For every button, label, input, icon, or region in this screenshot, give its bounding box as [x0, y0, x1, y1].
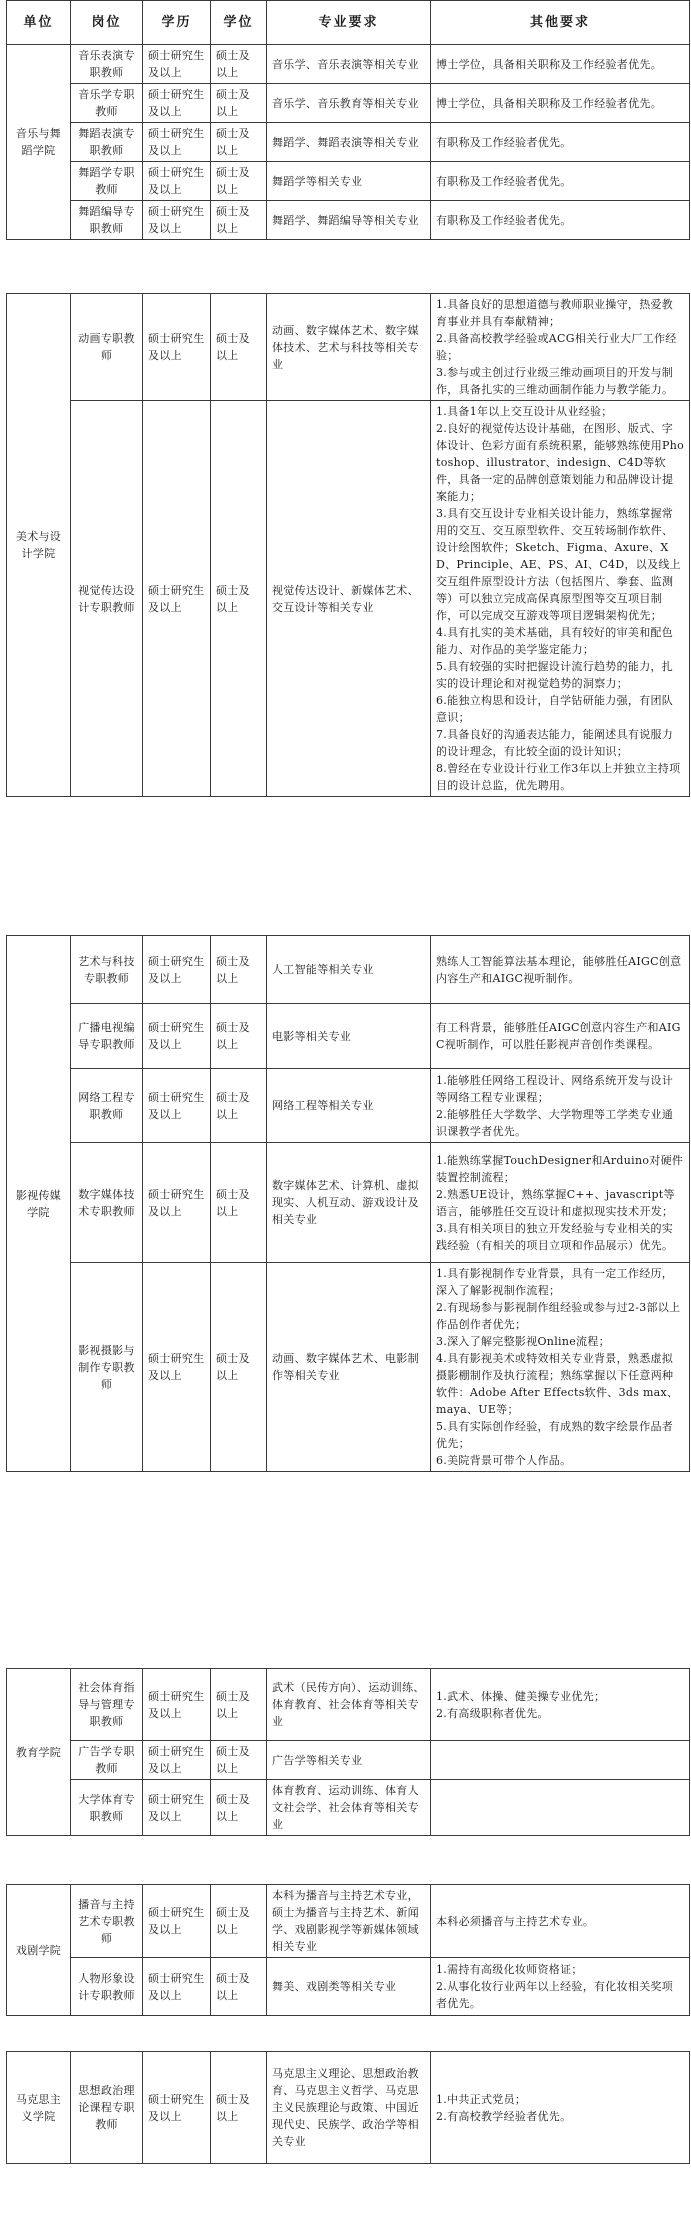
education-cell: 硕士研究生及以上: [143, 1669, 211, 1741]
requirement-line: 3.具有相关项目的独立开发经验与专业相关的实践经验（有相关的项目立项和作品展示）优先。: [436, 1221, 674, 1252]
requirement-line: 3.具有交互设计专业相关设计能力，熟练掌握常用的交互、交互原型软件、交互转场制作软件、设计绘图软件；Sketch、Figma、Axure、XD、Principle、AE、PS、AI、C4D，以及线上交互组件原型设计方法（包括图片、拳套、监测等）可以独立完成高保真原型图等交互项目制作，可以完成交互游戏等项目逻辑架构优先；: [436, 507, 681, 622]
degree-cell: 硕士及以上: [211, 1958, 267, 2016]
education-cell: 硕士研究生及以上: [143, 1885, 211, 1958]
degree-cell: 硕士及以上: [211, 401, 267, 797]
requirement-line: 2.良好的视觉传达设计基础，在图形、版式、字体设计、色彩方面有系统积累，能够熟练使用Photoshop、illustrator、indesign、C4D等软件，具备一定的品牌创意策划能力和品牌设计提案能力；: [436, 422, 685, 503]
unit-cell: 美术与设计学院: [7, 294, 71, 797]
major-requirement-cell: 马克思主义理论、思想政治教育、马克思主义哲学、马克思主义民族理论与政策、中国近现代史、民族学、政治学等相关专业: [267, 2052, 431, 2164]
table-row: [7, 201, 690, 240]
section-table: [6, 2051, 690, 2164]
requirement-line: 本科必须播音与主持艺术专业。: [436, 1914, 595, 1928]
requirement-line: 2.有高校教学经验者优先。: [436, 2109, 572, 2123]
education-cell: 硕士研究生及以上: [143, 936, 211, 1004]
degree-cell: 硕士及以上: [211, 1004, 267, 1069]
requirement-line: 4.具有扎实的美术基础，具有较好的审美和配色能力、对作品的美学鉴定能力；: [436, 626, 674, 656]
education-cell: 硕士研究生及以上: [143, 1958, 211, 2016]
education-cell: 硕士研究生及以上: [143, 1780, 211, 1836]
unit-cell: 影视传媒学院: [7, 936, 71, 1472]
other-requirement-cell: [431, 123, 690, 162]
header-row: [7, 1, 690, 45]
position-cell: 视觉传达设计专职教师: [71, 401, 143, 797]
table-row: [7, 401, 690, 797]
requirement-line: 1.具备1年以上交互设计从业经验；: [436, 405, 613, 418]
requirement-line: 5.具有较强的实时把握设计流行趋势的能力，扎实的设计理论和对视觉趋势的洞察力；: [436, 660, 674, 690]
major-requirement-cell: 舞蹈学、舞蹈表演等相关专业: [267, 123, 431, 162]
requirement-line: 博士学位，具备相关职称及工作经验者优先。: [436, 57, 662, 71]
requirement-line: 有职称及工作经验者优先。: [436, 174, 572, 188]
position-cell: 影视摄影与制作专职教师: [71, 1263, 143, 1472]
major-requirement-cell: 体育教育、运动训练、体育人文社会学、社会体育等相关专业: [267, 1780, 431, 1836]
education-cell: 硕士研究生及以上: [143, 1143, 211, 1263]
position-cell: 舞蹈学专职教师: [71, 162, 143, 201]
position-cell: 广播电视编导专职教师: [71, 1004, 143, 1069]
header-cell: 岗位: [71, 1, 143, 45]
requirement-line: 2.具备高校教学经验或ACG相关行业大厂工作经验；: [436, 332, 677, 362]
position-cell: 动画专职教师: [71, 294, 143, 401]
section-table: [6, 935, 690, 1472]
other-requirement-cell: [431, 1004, 690, 1069]
requirement-line: 2.有高级职称者优先。: [436, 1706, 549, 1720]
header-table: [6, 0, 690, 45]
position-cell: 网络工程专职教师: [71, 1069, 143, 1143]
major-requirement-cell: 广告学等相关专业: [267, 1741, 431, 1780]
degree-cell: 硕士及以上: [211, 1143, 267, 1263]
degree-cell: 硕士及以上: [211, 123, 267, 162]
position-cell: 音乐学专职教师: [71, 84, 143, 123]
degree-cell: 硕士及以上: [211, 1885, 267, 1958]
requirement-line: 有工科背景，能够胜任AIGC创意内容生产和AIGC视听制作，可以胜任影视声音创作类课程。: [436, 1021, 681, 1051]
position-cell: 音乐表演专职教师: [71, 45, 143, 84]
unit-cell: 音乐与舞蹈学院: [7, 45, 71, 240]
requirement-line: 有职称及工作经验者优先。: [436, 135, 572, 149]
degree-cell: 硕士及以上: [211, 2052, 267, 2164]
position-cell: 大学体育专职教师: [71, 1780, 143, 1836]
requirement-line: 2.有现场参与影视制作组经验或参与过2-3部以上作品创作者优先；: [436, 1301, 681, 1331]
table-row: [7, 1958, 690, 2016]
other-requirement-cell: [431, 936, 690, 1004]
education-cell: 硕士研究生及以上: [143, 162, 211, 201]
major-requirement-cell: 音乐学、音乐教育等相关专业: [267, 84, 431, 123]
table-row: [7, 2052, 690, 2164]
position-cell: 思想政治理论课程专职教师: [71, 2052, 143, 2164]
requirement-line: 6.美院背景可带个人作品。: [436, 1454, 572, 1467]
degree-cell: 硕士及以上: [211, 1263, 267, 1472]
header-cell: 其他要求: [431, 1, 690, 45]
table-row: [7, 1741, 690, 1780]
table-row: [7, 84, 690, 123]
major-requirement-cell: 舞蹈学、舞蹈编导等相关专业: [267, 201, 431, 240]
major-requirement-cell: 数字媒体艺术、计算机、虚拟现实、人机互动、游戏设计及相关专业: [267, 1143, 431, 1263]
requirement-line: 熟练人工智能算法基本理论，能够胜任AIGC创意内容生产和AIGC视听制作。: [436, 954, 682, 985]
header-cell: 学历: [143, 1, 211, 45]
position-cell: 社会体育指导与管理专职教师: [71, 1669, 143, 1741]
table-row: [7, 1669, 690, 1741]
unit-cell: 马克思主义学院: [7, 2052, 71, 2164]
table-row: [7, 1885, 690, 1958]
education-cell: 硕士研究生及以上: [143, 2052, 211, 2164]
header-cell: 学位: [211, 1, 267, 45]
position-cell: 舞蹈编导专职教师: [71, 201, 143, 240]
unit-cell: 戏剧学院: [7, 1885, 71, 2016]
table-row: [7, 162, 690, 201]
other-requirement-cell: [431, 84, 690, 123]
degree-cell: 硕士及以上: [211, 1741, 267, 1780]
other-requirement-cell: [431, 294, 690, 401]
requirement-line: 1.武术、体操、健美操专业优先；: [436, 1689, 606, 1703]
education-cell: 硕士研究生及以上: [143, 1263, 211, 1472]
header-cell: 单位: [7, 1, 71, 45]
other-requirement-cell: [431, 1780, 690, 1836]
degree-cell: 硕士及以上: [211, 45, 267, 84]
section-table: [6, 293, 690, 797]
table-row: [7, 123, 690, 162]
table-row: [7, 1069, 690, 1143]
other-requirement-cell: [431, 2052, 690, 2164]
section-table: [6, 1884, 690, 2016]
other-requirement-cell: [431, 1143, 690, 1263]
table-row: [7, 1143, 690, 1263]
requirement-line: 有职称及工作经验者优先。: [436, 213, 572, 227]
requirement-line: 3.深入了解完整影视Online流程；: [436, 1335, 610, 1348]
unit-cell: 教育学院: [7, 1669, 71, 1836]
position-cell: 广告学专职教师: [71, 1741, 143, 1780]
position-cell: 艺术与科技专职教师: [71, 936, 143, 1004]
major-requirement-cell: 人工智能等相关专业: [267, 936, 431, 1004]
other-requirement-cell: [431, 162, 690, 201]
education-cell: 硕士研究生及以上: [143, 123, 211, 162]
major-requirement-cell: 舞美、戏剧类等相关专业: [267, 1958, 431, 2016]
requirement-line: 1.需持有高级化妆师资格证；: [436, 1963, 583, 1976]
requirement-line: 6.能独立构思和设计，自学钻研能力强，有团队意识；: [436, 694, 674, 724]
position-cell: 播音与主持艺术专职教师: [71, 1885, 143, 1958]
degree-cell: 硕士及以上: [211, 84, 267, 123]
other-requirement-cell: [431, 401, 690, 797]
table-row: [7, 1263, 690, 1472]
education-cell: 硕士研究生及以上: [143, 201, 211, 240]
requirement-line: 1.具备良好的思想道德与教师职业操守，热爱教育事业并具有奉献精神；: [436, 298, 674, 328]
position-cell: 舞蹈表演专职教师: [71, 123, 143, 162]
requirement-line: 1.能够胜任网络工程设计、网络系统开发与设计等网络工程专业课程；: [436, 1073, 674, 1104]
table-row: [7, 45, 690, 84]
requirement-line: 1.能熟练掌握TouchDesigner和Arduino对硬件装置控制流程；: [436, 1153, 684, 1184]
requirement-line: 1.中共正式党员；: [436, 2092, 527, 2106]
education-cell: 硕士研究生及以上: [143, 1741, 211, 1780]
education-cell: 硕士研究生及以上: [143, 1004, 211, 1069]
requirement-line: 4.具有影视美术或特效相关专业背景，熟悉虚拟摄影棚制作及执行流程；熟练掌握以下任意两种软件：Adobe After Effects软件、3ds max、maya、UE等；: [436, 1352, 679, 1416]
requirement-line: 5.具有实际创作经验，有成熟的数字绘景作品者优先；: [436, 1420, 674, 1450]
major-requirement-cell: 本科为播音与主持艺术专业，硕士为播音与主持艺术、新闻学、戏剧影视学等新媒体领域相关专业: [267, 1885, 431, 1958]
education-cell: 硕士研究生及以上: [143, 294, 211, 401]
major-requirement-cell: 武术（民传方向）、运动训练、体育教育、社会体育等相关专业: [267, 1669, 431, 1741]
major-requirement-cell: 动画、数字媒体艺术、电影制作等相关专业: [267, 1263, 431, 1472]
degree-cell: 硕士及以上: [211, 1069, 267, 1143]
degree-cell: 硕士及以上: [211, 1669, 267, 1741]
section-table: [6, 1668, 690, 1836]
table-row: [7, 1004, 690, 1069]
table-row: [7, 1780, 690, 1836]
requirement-line: 1.具有影视制作专业背景，具有一定工作经历，深入了解影视制作流程；: [436, 1267, 674, 1297]
requirement-line: 2.熟悉UE设计，熟练掌握C++、javascript等语言，能够胜任交互设计和虚拟现实技术开发；: [436, 1187, 675, 1218]
other-requirement-cell: [431, 201, 690, 240]
other-requirement-cell: [431, 1958, 690, 2016]
degree-cell: 硕士及以上: [211, 162, 267, 201]
other-requirement-cell: [431, 1263, 690, 1472]
major-requirement-cell: 网络工程等相关专业: [267, 1069, 431, 1143]
other-requirement-cell: [431, 45, 690, 84]
requirement-line: 2.能够胜任大学数学、大学物理等工学类专业通识课教学者优先。: [436, 1107, 674, 1138]
other-requirement-cell: [431, 1741, 690, 1780]
education-cell: 硕士研究生及以上: [143, 401, 211, 797]
major-requirement-cell: 电影等相关专业: [267, 1004, 431, 1069]
requirement-line: 8.曾经在专业设计行业工作3年以上并独立主持项目的设计总监，优先聘用。: [436, 762, 681, 792]
requirement-line: 3.参与或主创过行业级三维动画项目的开发与制作，具备扎实的三维动画制作能力与教学能力。: [436, 366, 674, 396]
education-cell: 硕士研究生及以上: [143, 1069, 211, 1143]
degree-cell: 硕士及以上: [211, 294, 267, 401]
requirement-line: 7.具备良好的沟通表达能力，能阐述具有说服力的设计理念，有比较全面的设计知识；: [436, 728, 674, 758]
section-table: [6, 44, 690, 240]
education-cell: 硕士研究生及以上: [143, 45, 211, 84]
major-requirement-cell: 视觉传达设计、新媒体艺术、交互设计等相关专业: [267, 401, 431, 797]
other-requirement-cell: [431, 1669, 690, 1741]
position-cell: 数字媒体技术专职教师: [71, 1143, 143, 1263]
degree-cell: 硕士及以上: [211, 201, 267, 240]
major-requirement-cell: 动画、数字媒体艺术、数字媒体技术、艺术与科技等相关专业: [267, 294, 431, 401]
other-requirement-cell: [431, 1885, 690, 1958]
other-requirement-cell: [431, 1069, 690, 1143]
requirement-line: 博士学位，具备相关职称及工作经验者优先。: [436, 96, 662, 110]
major-requirement-cell: 音乐学、音乐表演等相关专业: [267, 45, 431, 84]
table-row: [7, 294, 690, 401]
education-cell: 硕士研究生及以上: [143, 84, 211, 123]
position-cell: 人物形象设计专职教师: [71, 1958, 143, 2016]
header-cell: 专业要求: [267, 1, 431, 45]
degree-cell: 硕士及以上: [211, 936, 267, 1004]
table-row: [7, 936, 690, 1004]
major-requirement-cell: 舞蹈学等相关专业: [267, 162, 431, 201]
requirement-line: 2.从事化妆行业两年以上经验，有化妆相关奖项者优先。: [436, 1980, 674, 2010]
degree-cell: 硕士及以上: [211, 1780, 267, 1836]
